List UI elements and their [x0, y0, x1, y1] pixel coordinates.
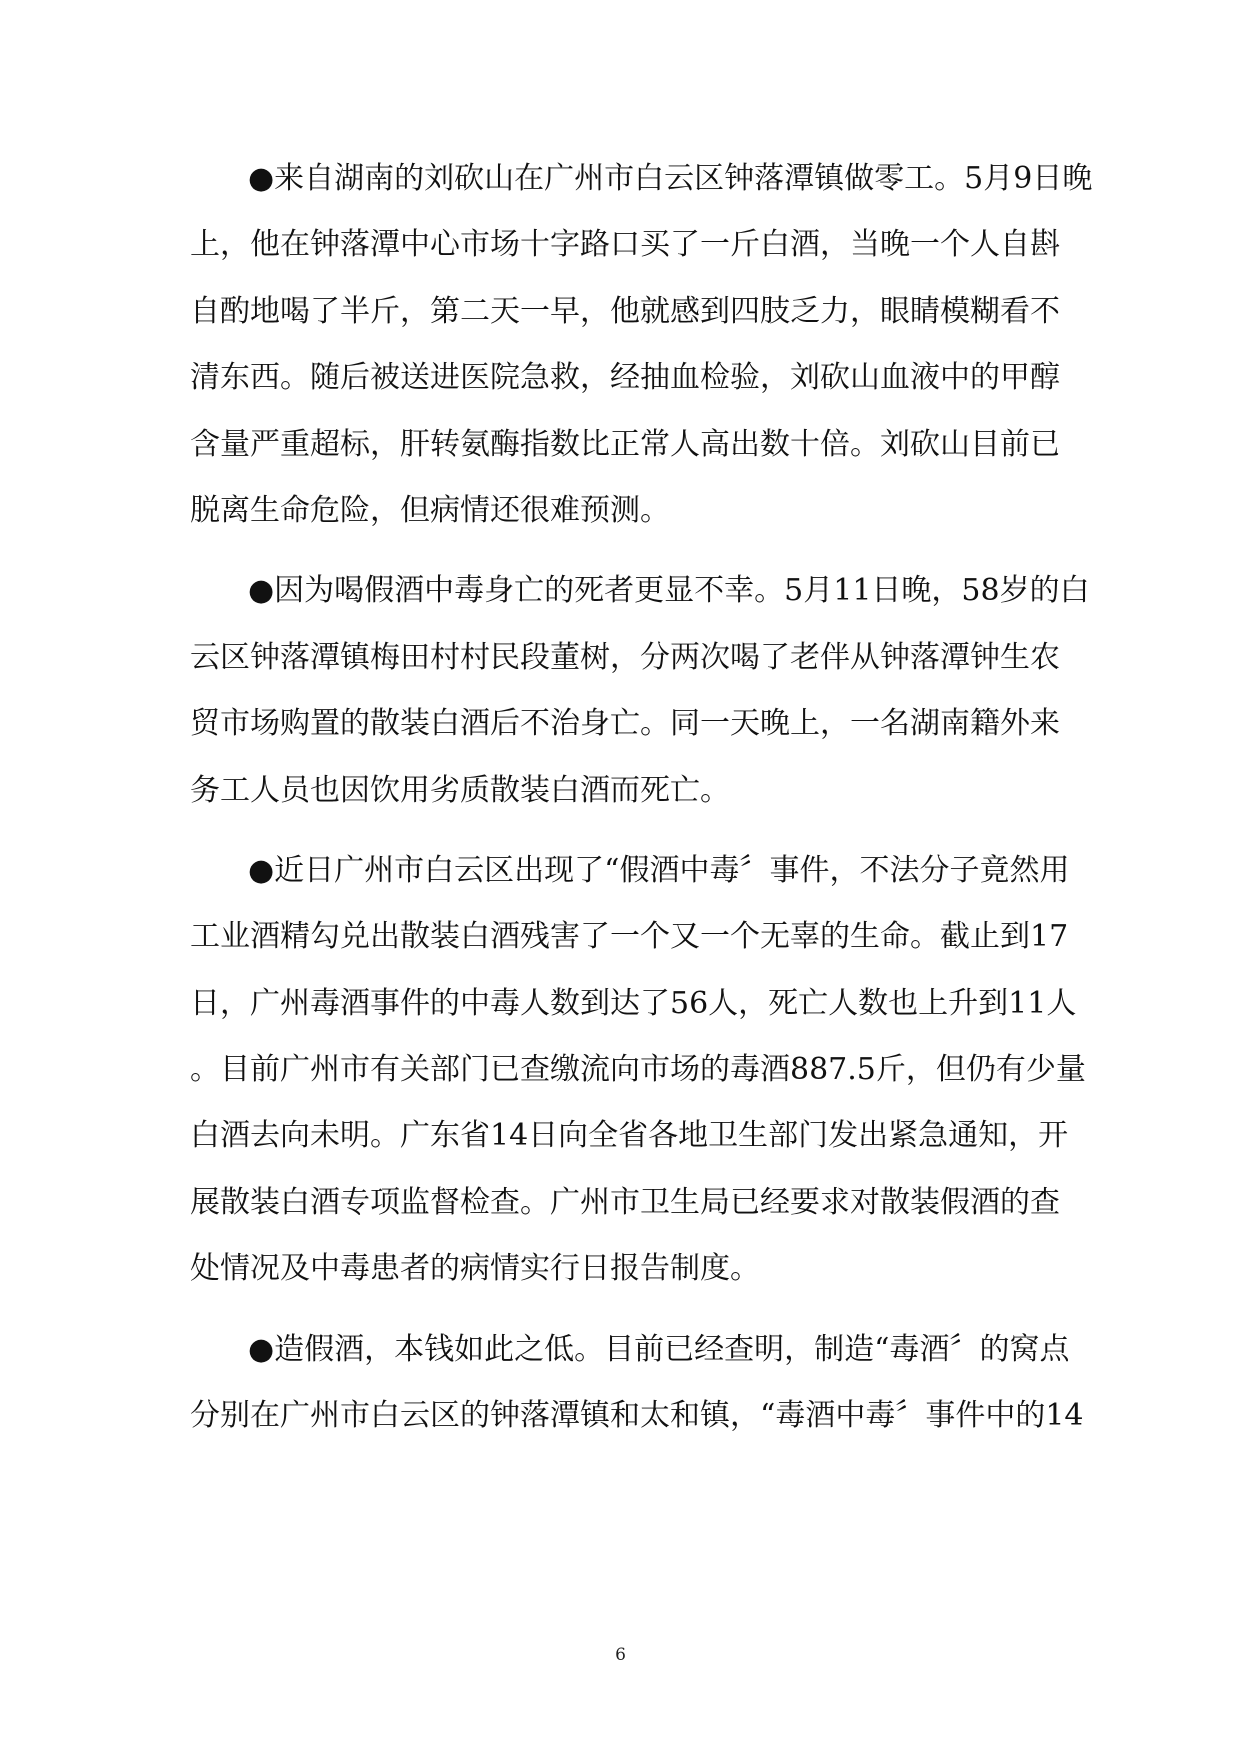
- text-line: 日，广州毒酒事件的中毒人数到达了56人，死亡人数也上升到11人: [190, 985, 1077, 1021]
- paragraph-1: [190, 146, 1093, 544]
- text-line: 自酌地喝了半斤，第二天一早，他就感到四肢乏力，眼睛模糊看不: [190, 293, 1060, 329]
- text-line: 脱离生命危险，但病情还很难预测。: [190, 492, 670, 528]
- text-line: ●近日广州市白云区出现了“假酒中毒〞事件，不法分子竟然用: [248, 852, 1070, 888]
- text-line: ●因为喝假酒中毒身亡的死者更显不幸。5月11日晚，58岁的白: [248, 573, 1090, 609]
- text-line: 工业酒精勾兑出散装白酒残害了一个又一个无辜的生命。截止到17: [190, 919, 1069, 955]
- text-line: 贸市场购置的散装白酒后不治身亡。同一天晚上，一名湖南籍外来: [190, 706, 1060, 742]
- text-line: 上，他在钟落潭中心市场十字路口买了一斤白酒，当晚一个人自斟: [190, 227, 1060, 263]
- text-line: 展散装白酒专项监督检查。广州市卫生局已经要求对散装假酒的查: [190, 1184, 1060, 1220]
- text-line: 白酒去向未明。广东省14日向全省各地卫生部门发出紧急通知，开: [190, 1118, 1069, 1154]
- paragraph-2: [190, 558, 1090, 824]
- text-line: 务工人员也因饮用劣质散装白酒而死亡。: [190, 772, 730, 808]
- text-line: 云区钟落潭镇梅田村村民段董树，分两次喝了老伴从钟落潭钟生农: [190, 639, 1060, 675]
- text-line: 。目前广州市有关部门已查缴流向市场的毒酒887.5斤，但仍有少量: [190, 1052, 1086, 1088]
- article-body: [190, 146, 1093, 1449]
- paragraph-3: [190, 838, 1086, 1303]
- text-line: 清东西。随后被送进医院急救，经抽血检验，刘砍山血液中的甲醇: [190, 360, 1060, 396]
- text-line: 含量严重超标，肝转氨酶指数比正常人高出数十倍。刘砍山目前已: [190, 426, 1060, 462]
- text-line: ●造假酒，本钱如此之低。目前已经查明，制造“毒酒〞的窝点: [248, 1331, 1070, 1367]
- text-line: 处情况及中毒患者的病情实行日报告制度。: [190, 1251, 760, 1287]
- page-number: 6: [615, 1645, 626, 1665]
- paragraph-4: [190, 1317, 1084, 1450]
- text-line: 分别在广州市白云区的钟落潭镇和太和镇，“毒酒中毒〞事件中的14: [190, 1398, 1084, 1434]
- text-line: ●来自湖南的刘砍山在广州市白云区钟落潭镇做零工。5月9日晚: [248, 161, 1093, 196]
